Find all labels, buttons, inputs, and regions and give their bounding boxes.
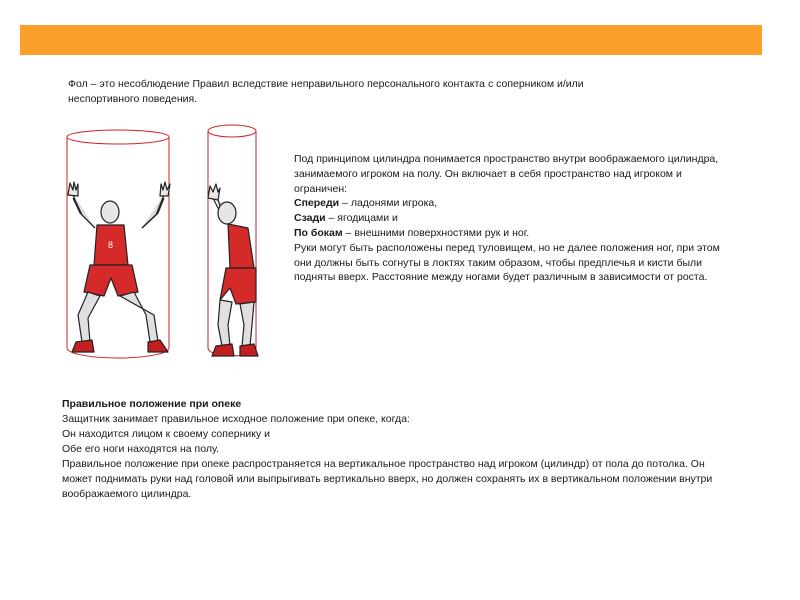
cylinder-arms-text: Руки могут быть расположены перед туловищем, но не далее положения ног, при этом они должны быть согнуты в локтях таким образом, чтобы предплечья и кисти были подняты вверх. Расстояние между ногами будет различным в зависимости от роста. bbox=[294, 241, 720, 284]
cylinder-description bbox=[294, 152, 734, 285]
guarding-section bbox=[62, 397, 732, 502]
guarding-heading: Правильное положение при опеке bbox=[62, 398, 242, 410]
svg-text:8: 8 bbox=[108, 240, 114, 250]
guarding-line-4: Правильное положение при опеке распространяется на вертикальное пространство над игроком (цилиндр) от пола до потолка. Он может поднимать руки над головой или выпрыгивать вертикально вверх, но должен сохранять их в вертикальном положении внутри воображаемого цилиндра. bbox=[62, 458, 713, 500]
cylinder-intro: Под принципом цилиндра понимается пространство внутри воображаемого цилиндра, занимаемого игроком на полу. Он включает в себя пространство над игроком и ограничен: bbox=[294, 153, 719, 195]
foul-definition: Фол – это несоблюдение Правил вследствие неправильного персонального контакта с соперником и/или неспортивного поведения. bbox=[68, 78, 584, 105]
title-banner bbox=[20, 25, 762, 55]
cylinder-illustration bbox=[60, 120, 275, 370]
guarding-line-1: Защитник занимает правильное исходное положение при опеке, когда: bbox=[62, 413, 410, 425]
guarding-line-2: Он находится лицом к своему сопернику и bbox=[62, 428, 271, 440]
cylinder-back-line: Сзади – ягодицами и bbox=[294, 212, 398, 225]
cylinder-front-line: Спереди – ладонями игрока, bbox=[294, 197, 438, 210]
basketball-player-side-icon bbox=[208, 184, 258, 356]
basketball-player-front-icon bbox=[68, 182, 170, 352]
cylinder-sides-line: По бокам – внешними поверхностями рук и ног. bbox=[294, 226, 530, 239]
guarding-line-3: Обе его ноги находятся на полу. bbox=[62, 443, 220, 455]
